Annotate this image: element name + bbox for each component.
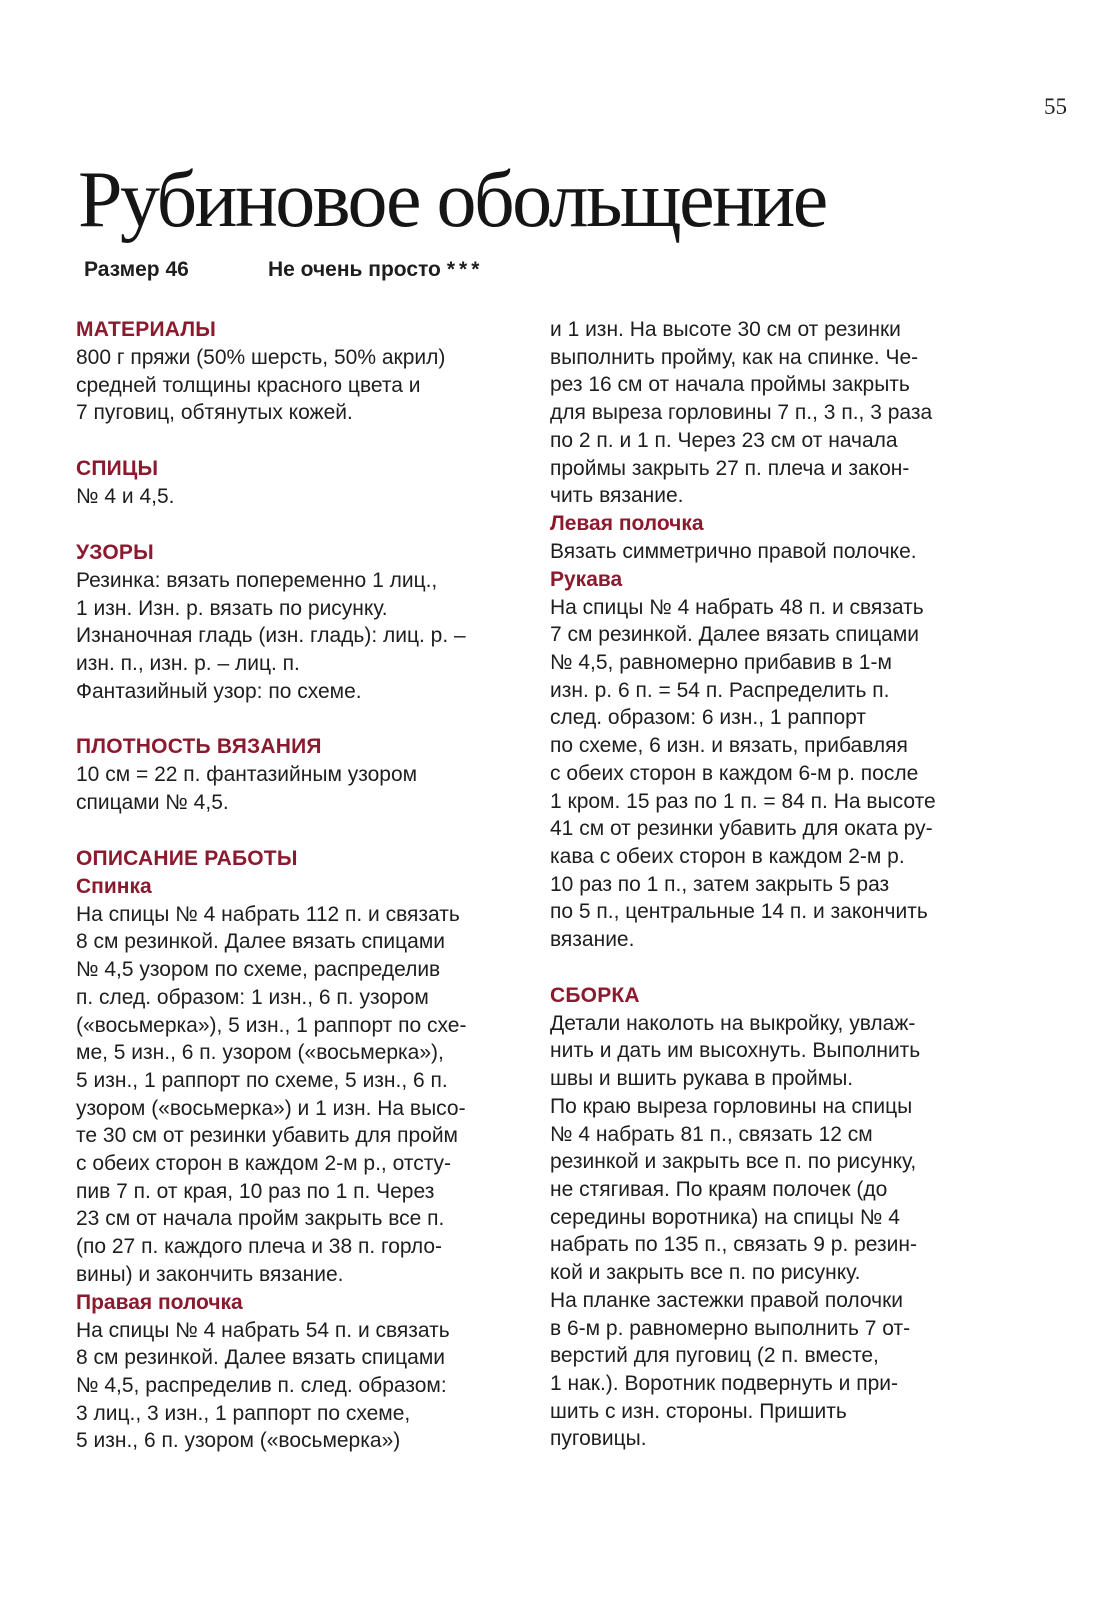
- text-line: набрать по 135 п., связать 9 р. резин-: [550, 1233, 917, 1257]
- difficulty-stars: ***: [446, 258, 484, 281]
- text-line: шить с изн. стороны. Пришить: [550, 1399, 847, 1423]
- patterns-section: [76, 539, 536, 706]
- text-line: № 4 набрать 81 п., связать 12 см: [550, 1122, 873, 1146]
- sleeves-subheading: Рукава: [550, 567, 623, 591]
- materials-heading: МАТЕРИАЛЫ: [76, 318, 217, 341]
- text-line: по 2 п. и 1 п. Через 23 см от начала: [550, 428, 898, 452]
- text-line: по 5 п., центральные 14 п. и закончить: [550, 900, 928, 924]
- text-line: 3 лиц., 3 изн., 1 раппорт по схеме,: [76, 1401, 411, 1425]
- text-line: пив 7 п. от края, 10 раз по 1 п. Через: [76, 1179, 435, 1203]
- right-front-text-part2: [550, 316, 1010, 510]
- text-line: № 4 и 4,5.: [76, 485, 175, 509]
- patterns-text: [76, 567, 536, 706]
- right-front-subheading: Правая полочка: [76, 1290, 243, 1314]
- text-line: с обеих сторон в каждом 6-м р. после: [550, 761, 919, 785]
- description-heading: ОПИСАНИЕ РАБОТЫ: [76, 846, 298, 870]
- size-label: Размер 46: [84, 258, 189, 281]
- text-line: 1 изн. Изн. р. вязать по рисунку.: [76, 596, 388, 620]
- text-line: 1 нак.). Воротник подвернуть и при-: [550, 1371, 898, 1395]
- text-line: рез 16 см от начала проймы закрыть: [550, 373, 910, 397]
- text-line: проймы закрыть 27 п. плеча и закон-: [550, 456, 910, 480]
- text-line: 7 пуговиц, обтянутых кожей.: [76, 401, 353, 425]
- text-line: спицами № 4,5.: [76, 791, 229, 815]
- back-text: [76, 901, 536, 1289]
- page-number: 55: [1044, 94, 1067, 119]
- text-line: 5 изн., 6 п. узором («восьмерка»): [76, 1429, 401, 1453]
- text-line: На спицы № 4 набрать 112 п. и связать: [76, 902, 460, 926]
- text-line: те 30 см от резинки убавить для пройм: [76, 1124, 458, 1148]
- needles-text: [76, 483, 536, 511]
- text-line: По краю выреза горловины на спицы: [550, 1094, 913, 1118]
- text-line: Изнаночная гладь (изн. гладь): лиц. р. –: [76, 624, 466, 648]
- text-line: № 4,5, распределив п. след. образом:: [76, 1373, 447, 1397]
- difficulty-label: Не очень просто: [268, 258, 441, 281]
- patterns-heading: УЗОРЫ: [76, 540, 154, 564]
- description-section: [76, 845, 536, 1455]
- text-line: 800 г пряжи (50% шерсть, 50% акрил): [76, 346, 446, 369]
- text-line: чить вязание.: [550, 484, 684, 508]
- assembly-section: [550, 982, 1010, 1453]
- text-line: с обеих сторон в каждом 2-м р., отсту-: [76, 1152, 452, 1176]
- text-line: вязание.: [550, 928, 635, 952]
- text-line: На спицы № 4 набрать 54 п. и связать: [76, 1318, 450, 1342]
- text-line: резинкой и закрыть все п. по рисунку,: [550, 1150, 917, 1174]
- text-line: 8 см резинкой. Далее вязать спицами: [76, 1346, 445, 1370]
- text-line: изн. п., изн. р. – лиц. п.: [76, 651, 300, 675]
- back-subheading: Спинка: [76, 874, 152, 898]
- text-line: На спицы № 4 набрать 48 п. и связать: [550, 595, 924, 619]
- text-line: для выреза горловины 7 п., 3 п., 3 раза: [550, 401, 933, 425]
- assembly-text: [550, 1010, 1010, 1453]
- text-line: нить и дать им высохнуть. Выполнить: [550, 1039, 921, 1063]
- gauge-heading: ПЛОТНОСТЬ ВЯЗАНИЯ: [76, 735, 322, 759]
- text-line: (по 27 п. каждого плеча и 38 п. горло-: [76, 1235, 442, 1259]
- text-line: Детали наколоть на выкройку, увлаж-: [550, 1011, 916, 1035]
- text-line: 1 кром. 15 раз по 1 п. = 84 п. На высоте: [550, 789, 936, 813]
- article-meta: [84, 258, 483, 282]
- text-line: не стягивая. По краям полочек (до: [550, 1177, 888, 1201]
- text-line: по схеме, 6 изн. и вязать, прибавляя: [550, 734, 908, 758]
- text-line: 10 см = 22 п. фантазийным узором: [76, 763, 418, 787]
- text-line: средней толщины красного цвета и: [76, 373, 421, 397]
- text-line: верстий для пуговиц (2 п. вместе,: [550, 1344, 879, 1368]
- gauge-text: [76, 761, 536, 816]
- gauge-section: [76, 733, 536, 816]
- left-front-subheading: Левая полочка: [550, 511, 704, 535]
- text-line: Резинка: вязать попеременно 1 лиц.,: [76, 568, 438, 592]
- text-line: кой и закрыть все п. по рисунку.: [550, 1261, 861, 1285]
- text-line: швы и вшить рукава в проймы.: [550, 1067, 854, 1091]
- right-column: [550, 316, 1010, 1453]
- article-title: Рубиновое обольщение: [78, 156, 826, 244]
- text-line: и 1 изн. На высоте 30 см от резинки: [550, 318, 901, 341]
- text-line: 7 см резинкой. Далее вязать спицами: [550, 623, 919, 647]
- text-line: вины) и закончить вязание.: [76, 1262, 344, 1286]
- text-line: Фантазийный узор: по схеме.: [76, 679, 362, 703]
- needles-heading: СПИЦЫ: [76, 457, 159, 481]
- text-line: п. след. образом: 1 изн., 6 п. узором: [76, 985, 429, 1009]
- text-line: 8 см резинкой. Далее вязать спицами: [76, 930, 445, 954]
- materials-text: [76, 344, 536, 427]
- text-line: кава с обеих сторон в каждом 2-м р.: [550, 844, 905, 868]
- text-line: № 4,5 узором по схеме, распределив: [76, 958, 441, 982]
- text-line: ме, 5 изн., 6 п. узором («восьмерка»),: [76, 1041, 444, 1065]
- materials-section: [76, 316, 536, 427]
- text-line: («восьмерка»), 5 изн., 1 раппорт по схе-: [76, 1013, 467, 1037]
- left-column: [76, 316, 536, 1455]
- text-line: 23 см от начала пройм закрыть все п.: [76, 1207, 445, 1231]
- assembly-heading: СБОРКА: [550, 983, 640, 1007]
- text-line: след. образом: 6 изн., 1 раппорт: [550, 706, 867, 730]
- text-line: 5 изн., 1 раппорт по схеме, 5 изн., 6 п.: [76, 1068, 448, 1092]
- text-line: в 6-м р. равномерно выполнить 7 от-: [550, 1316, 911, 1340]
- sleeves-text: [550, 594, 1010, 954]
- left-front-text: [550, 538, 1010, 566]
- text-line: выполнить пройму, как на спинке. Че-: [550, 345, 919, 369]
- text-line: 10 раз по 1 п., затем закрыть 5 раз: [550, 872, 890, 896]
- text-line: изн. р. 6 п. = 54 п. Распределить п.: [550, 678, 890, 702]
- text-line: Вязать симметрично правой полочке.: [550, 539, 917, 563]
- text-line: 41 см от резинки убавить для оката ру-: [550, 817, 933, 841]
- right-front-text-part1: [76, 1317, 536, 1456]
- text-line: № 4,5, равномерно прибавив в 1-м: [550, 651, 892, 675]
- needles-section: [76, 455, 536, 511]
- text-line: На планке застежки правой полочки: [550, 1288, 904, 1312]
- text-line: узором («восьмерка») и 1 изн. На высо-: [76, 1096, 466, 1120]
- text-line: середины воротника) на спицы № 4: [550, 1205, 900, 1229]
- text-line: пуговицы.: [550, 1427, 647, 1451]
